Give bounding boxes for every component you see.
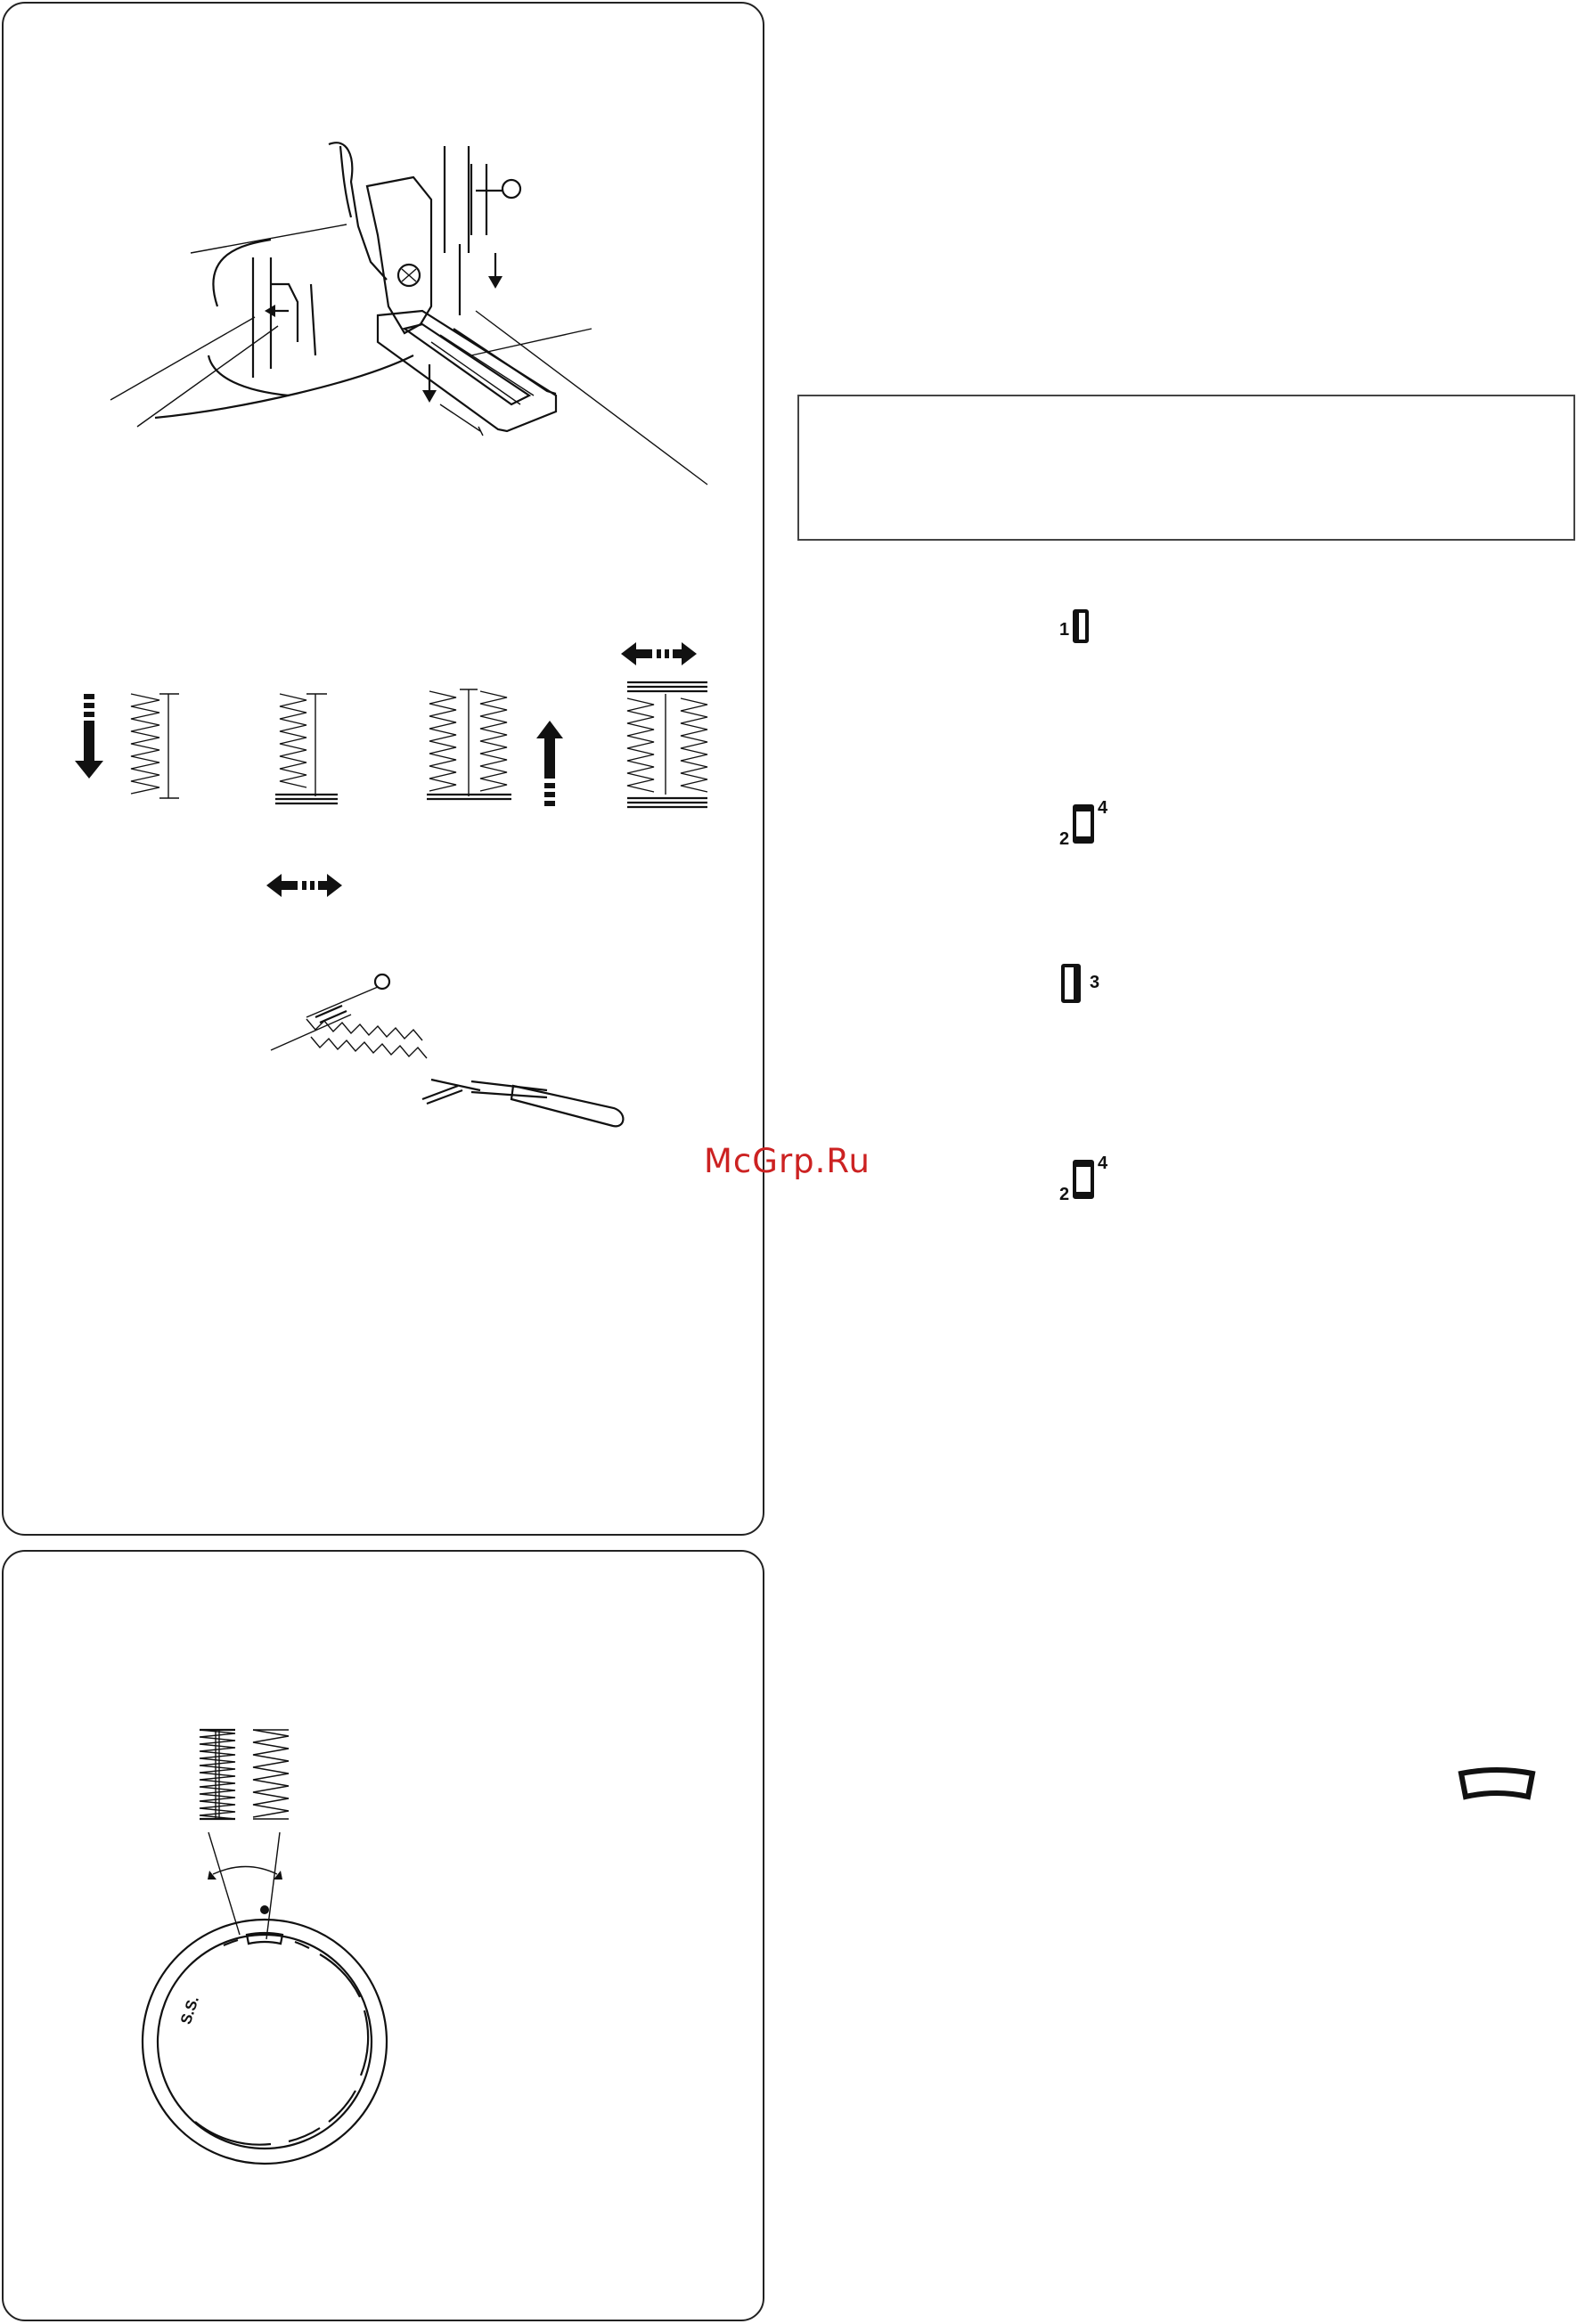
step-2-buttonhole-icon <box>1058 797 1120 851</box>
dial-window-icon <box>1457 1768 1537 1813</box>
stitch-dial-illustration <box>159 1730 534 2193</box>
step-2-number: 2 <box>1059 829 1070 849</box>
step-4-superscript: 4 <box>1098 1154 1108 1173</box>
arrow-down-icon <box>75 694 103 779</box>
step-4-number: 2 <box>1059 1185 1070 1204</box>
illustration-panel-bottom <box>2 1550 764 2321</box>
buttonhole-sequence-illustration <box>70 627 730 912</box>
arrow-left-right-icon <box>621 642 697 665</box>
notice-box <box>797 395 1575 541</box>
buttonhole-foot-illustration <box>137 128 716 502</box>
watermark: McGrp.Ru <box>704 1142 870 1180</box>
illustration-panel-top <box>2 2 764 1536</box>
arrow-up-icon <box>536 721 563 806</box>
step-3-number: 3 <box>1090 973 1100 992</box>
step-1-number: 1 <box>1059 620 1070 640</box>
seam-ripper-illustration <box>253 966 645 1162</box>
step-1-buttonhole-icon <box>1058 606 1102 650</box>
dial-label-ss: S.S. <box>177 1994 202 2026</box>
step-3-buttonhole-icon <box>1058 960 1120 1005</box>
step-2-superscript: 4 <box>1098 798 1108 818</box>
step-4-buttonhole-icon <box>1058 1153 1120 1206</box>
arrow-left-right-icon <box>266 874 342 897</box>
